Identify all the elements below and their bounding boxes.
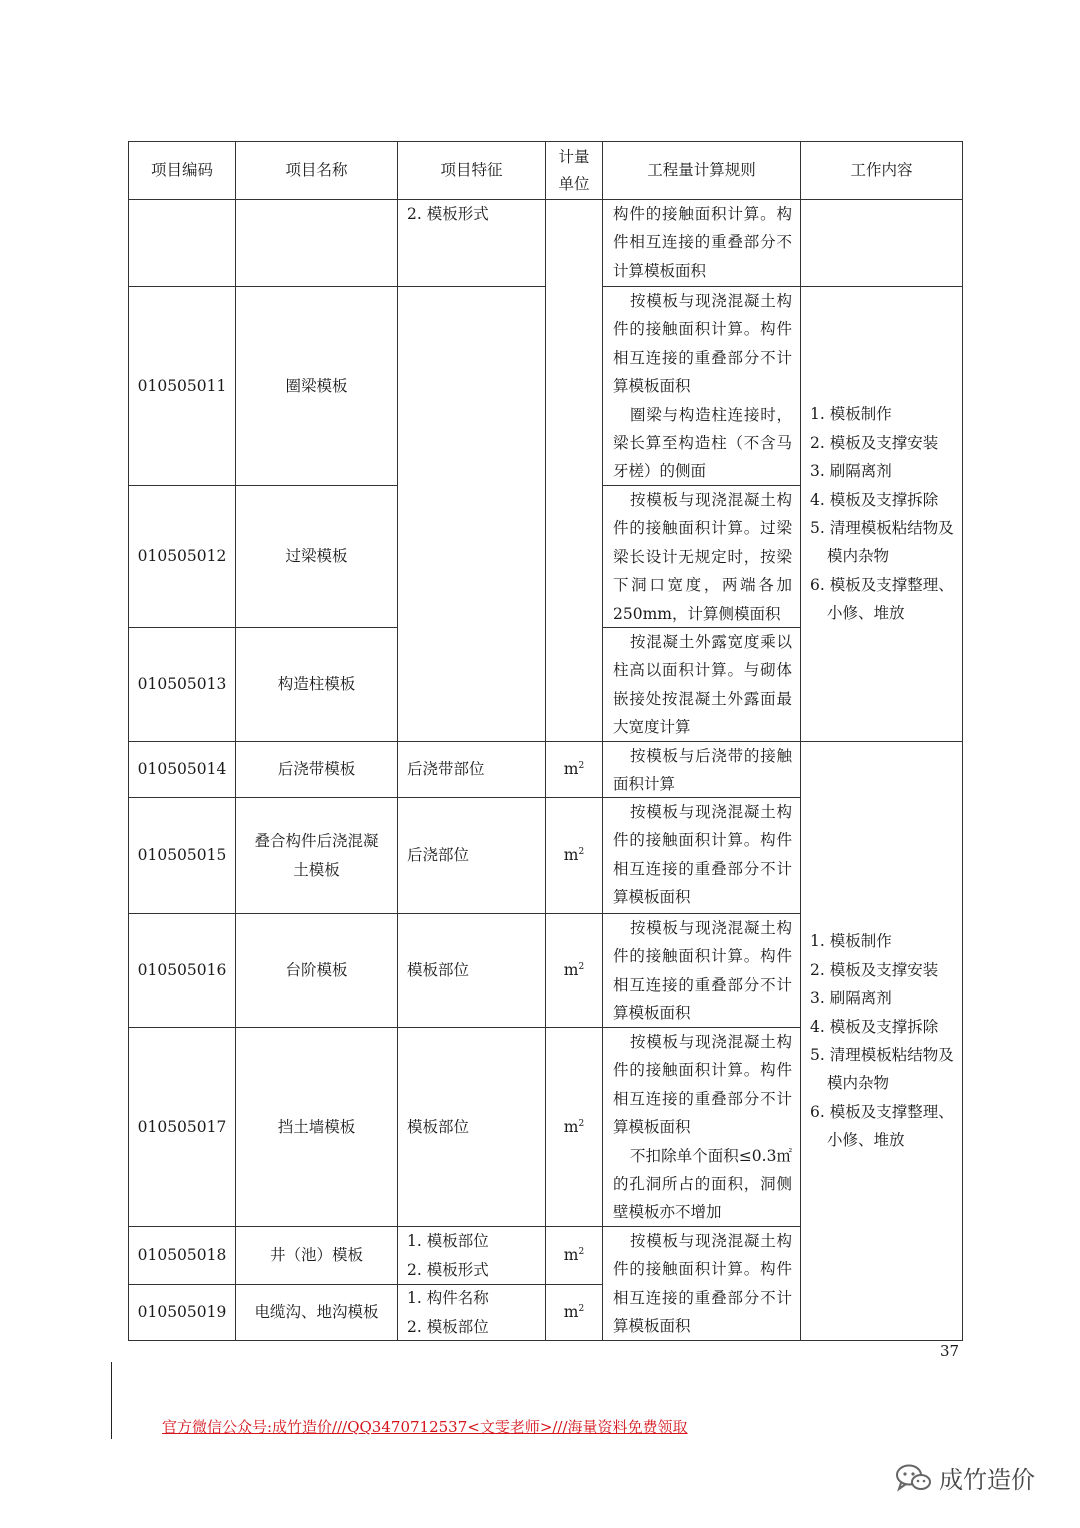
unit-sup: 2 [578, 847, 585, 858]
row-014-name [235, 741, 398, 798]
row-019-unit [545, 1284, 603, 1341]
row-012-rule [602, 485, 801, 628]
row-018-unit [545, 1226, 603, 1285]
unit-sup: 2 [578, 1247, 585, 1258]
code-text: 010505019 [137, 1303, 227, 1322]
rule-paragraph-2: 不扣除单个面积≤0.3㎡的孔洞所占的面积，洞侧壁模板亦不增加 [613, 1146, 792, 1222]
work-item: 2. 模板及支撑安装 [810, 960, 939, 979]
work-item: 5. 清理模板粘结物及模内杂物 [810, 1046, 954, 1093]
row-015-unit [545, 797, 603, 914]
rule-paragraph-1: 按模板与现浇混凝土构件的接触面积计算。过梁梁长设计无规定时，按梁下洞口宽度，两端各加250mm，计算侧模面积 [613, 491, 792, 623]
feature-line-1: 1. 模板部位 [407, 1232, 489, 1251]
code-text: 010505013 [137, 675, 227, 694]
cont-rule-text: 构件的接触面积计算。构件相互连接的重叠部分不计算模板面积 [613, 205, 792, 280]
header-code [128, 141, 236, 200]
brand-watermark [895, 1460, 1035, 1495]
code-text: 010505016 [137, 961, 227, 980]
header-name [235, 141, 398, 200]
row-013-rule [602, 627, 801, 742]
work-item: 5. 清理模板粘结物及模内杂物 [810, 519, 954, 566]
rule-paragraph-1: 按模板与现浇混凝土构件的接触面积计算。构件相互连接的重叠部分不计算模板面积 [613, 803, 792, 907]
row-017-feature [397, 1027, 546, 1227]
rule-paragraph-1: 按模板与现浇混凝土构件的接触面积计算。构件相互连接的重叠部分不计算模板面积 [613, 292, 792, 396]
work-item: 4. 模板及支撑拆除 [810, 1017, 939, 1036]
rule-paragraph-1: 按模板与后浇带的接触面积计算 [613, 747, 792, 794]
work-item: 1. 模板制作 [810, 405, 892, 424]
work-item: 1. 模板制作 [810, 932, 892, 951]
row-011-name [235, 286, 398, 486]
row-014-unit [545, 741, 603, 798]
work-item: 2. 模板及支撑安装 [810, 433, 939, 452]
row-015-name [235, 797, 398, 914]
row-018-feature [397, 1226, 546, 1285]
header-work-label: 工作内容 [850, 161, 913, 180]
name-text: 台阶模板 [285, 961, 348, 980]
row-016-rule [602, 913, 801, 1028]
row-019-name [235, 1284, 398, 1341]
rule-paragraph-1: 按模板与现浇混凝土构件的接触面积计算。构件相互连接的重叠部分不计算模板面积 [613, 919, 792, 1023]
row-011-code [128, 286, 236, 486]
work-list [810, 927, 956, 1154]
rule-paragraph-1: 按模板与现浇混凝土构件的接触面积计算。构件相互连接的重叠部分不计算模板面积 [613, 1232, 792, 1336]
feature-line-1: 1. 构件名称 [407, 1289, 489, 1308]
row-019-code [128, 1284, 236, 1341]
margin-rule [111, 1362, 112, 1439]
name-text: 井（池）模板 [269, 1246, 363, 1265]
row-015-rule [602, 797, 801, 914]
row-016-feature [397, 913, 546, 1028]
cont-code [128, 199, 236, 287]
work-list [810, 400, 956, 627]
row-017-code [128, 1027, 236, 1227]
unit-text: m [563, 846, 579, 865]
unit-sup: 2 [578, 962, 585, 973]
row-013-name [235, 627, 398, 742]
header-unit [545, 141, 603, 200]
unit-sup: 2 [578, 1304, 585, 1315]
page-number: 37 [940, 1342, 960, 1360]
row-011-rule [602, 286, 801, 486]
work-item: 4. 模板及支撑拆除 [810, 490, 939, 509]
header-rule-label: 工程量计算规则 [647, 161, 756, 180]
row-012-name [235, 485, 398, 628]
code-text: 010505012 [137, 547, 227, 566]
name-text: 叠合构件后浇混凝土模板 [254, 832, 379, 879]
work-item: 6. 模板及支撑整理、小修、堆放 [810, 1102, 954, 1150]
work-item: 3. 刷隔离剂 [810, 462, 892, 481]
feature-line-2: 2. 模板部位 [407, 1317, 489, 1336]
cont-name [235, 199, 398, 287]
work-merged-014-019 [800, 741, 963, 1341]
rule-merged-018-019 [602, 1226, 801, 1341]
header-unit-label: 计量单位 [558, 147, 590, 193]
row-016-name [235, 913, 398, 1028]
row-018-name [235, 1226, 398, 1285]
feature-merged-011-013 [397, 286, 546, 742]
cont-work [800, 199, 963, 287]
name-text: 后浇带模板 [277, 760, 356, 779]
row-015-feature [397, 797, 546, 914]
work-item: 6. 模板及支撑整理、小修、堆放 [810, 575, 954, 623]
name-text: 挡土墙模板 [277, 1117, 356, 1136]
unit-text: m [563, 1303, 579, 1322]
row-012-code [128, 485, 236, 628]
code-text: 010505018 [137, 1246, 227, 1265]
code-text: 010505014 [137, 760, 227, 779]
unit-merged-top [545, 199, 603, 742]
unit-text: m [563, 760, 579, 779]
feature-text: 模板部位 [407, 1117, 470, 1136]
row-016-code [128, 913, 236, 1028]
feature-text: 模板部位 [407, 961, 470, 980]
header-rule [602, 141, 801, 200]
work-merged-011-013 [800, 286, 963, 742]
row-017-name [235, 1027, 398, 1227]
name-text: 构造柱模板 [277, 675, 356, 694]
row-017-unit [545, 1027, 603, 1227]
wechat-icon [895, 1463, 933, 1493]
header-feature-label: 项目特征 [440, 161, 503, 180]
unit-text: m [563, 1117, 579, 1136]
row-017-rule [602, 1027, 801, 1227]
row-014-feature [397, 741, 546, 798]
row-014-code [128, 741, 236, 798]
name-text: 圈梁模板 [285, 376, 348, 395]
unit-sup: 2 [578, 1118, 585, 1129]
brand-name: 成竹造价 [939, 1466, 1035, 1494]
row-016-unit [545, 913, 603, 1028]
name-text: 过梁模板 [285, 547, 348, 566]
row-018-code [128, 1226, 236, 1285]
work-item: 3. 刷隔离剂 [810, 989, 892, 1008]
rule-paragraph-1: 按混凝土外露宽度乘以柱高以面积计算。与砌体嵌接处按混凝土外露面最大宽度计算 [613, 633, 792, 737]
header-name-label: 项目名称 [285, 161, 348, 180]
feature-text: 后浇带部位 [407, 760, 485, 779]
header-feature [397, 141, 546, 200]
row-014-rule [602, 741, 801, 798]
unit-sup: 2 [578, 761, 585, 772]
row-019-feature [397, 1284, 546, 1341]
footer-promo-link[interactable]: 官方微信公众号:成竹造价///QQ3470712537<文雯老师>///海量资料免费领取 [162, 1418, 688, 1436]
row-015-code [128, 797, 236, 914]
cont-feature [397, 199, 546, 287]
code-text: 010505011 [137, 376, 227, 395]
row-013-code [128, 627, 236, 742]
rule-paragraph-1: 按模板与现浇混凝土构件的接触面积计算。构件相互连接的重叠部分不计算模板面积 [613, 1033, 792, 1137]
unit-text: m [563, 1246, 579, 1265]
feature-line-2: 2. 模板形式 [407, 1260, 489, 1279]
header-work [800, 141, 963, 200]
rule-paragraph-2: 圈梁与构造柱连接时，梁长算至构造柱（不含马牙槎）的侧面 [613, 405, 792, 481]
feature-text: 后浇部位 [407, 846, 470, 865]
unit-text: m [563, 961, 579, 980]
code-text: 010505015 [137, 846, 227, 865]
header-code-label: 项目编码 [150, 161, 213, 180]
cont-rule [602, 199, 801, 287]
code-text: 010505017 [137, 1117, 227, 1136]
name-text: 电缆沟、地沟模板 [254, 1303, 379, 1322]
cont-feature-text: 2. 模板形式 [407, 205, 489, 223]
